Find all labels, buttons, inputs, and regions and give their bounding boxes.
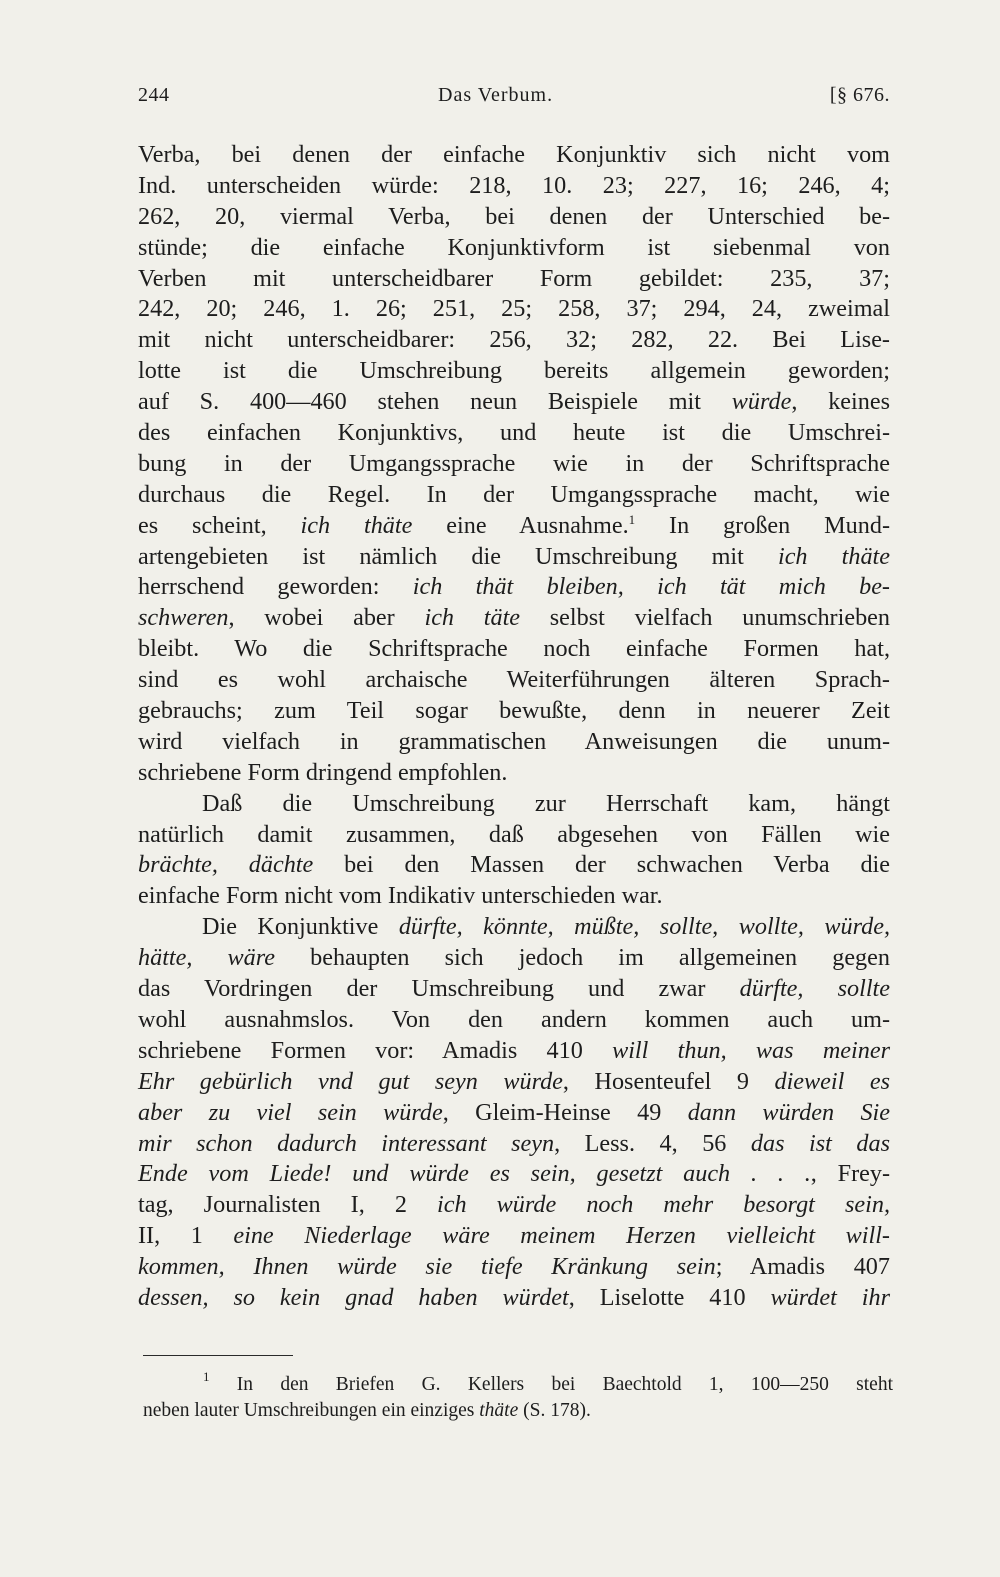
text-run: Daß die Umschreibung zur Herrschaft kam, hängt — [202, 789, 890, 817]
page-number: 244 — [138, 84, 170, 106]
text-run: herrschend geworden: — [138, 573, 413, 601]
text-run: schriebene Form dringend empfohlen. — [138, 758, 508, 786]
text-run: , Less. 4, 56 — [554, 1129, 751, 1157]
text-run: In großen Mund- — [635, 511, 890, 539]
text-run: einfache Form nicht vom Indikativ unterschieden war. — [138, 882, 663, 910]
text-run: wohl ausnahmslos. Von den andern kommen auch um- — [138, 1005, 890, 1033]
italic-text: dessen, so kein gnad haben würdet — [138, 1283, 569, 1311]
text-line — [138, 542, 890, 573]
italic-text: ich thäte — [777, 542, 890, 570]
main-text — [138, 140, 890, 1314]
text-run: In den Briefen G. Kellers bei Baechtold 1, 100—250 steht — [209, 1374, 893, 1395]
text-run: Die Konjunktive — [202, 913, 399, 941]
text-run: sind es wohl archaische Weiterführungen älteren Sprach- — [138, 666, 890, 694]
text-line — [138, 202, 890, 233]
text-line — [138, 912, 890, 943]
text-line — [138, 511, 890, 542]
text-run: das Vordringen der Umschreibung und zwar — [138, 975, 740, 1003]
text-run: , keines — [791, 388, 890, 416]
text-run: des einfachen Konjunktivs, und heute ist die Umschrei- — [138, 419, 890, 447]
text-run: durchaus die Regel. In der Umgangssprache macht, wie — [138, 480, 890, 508]
text-line — [138, 1098, 890, 1129]
italic-text: ich thät bleiben, ich tät mich be- — [412, 573, 890, 601]
italic-text: aber zu viel sein würde — [138, 1098, 443, 1126]
text-line — [138, 758, 890, 789]
text-run: natürlich damit zusammen, daß abgesehen von Fällen wie — [138, 820, 890, 848]
text-line — [138, 727, 890, 758]
italic-text: will thun, was meiner — [612, 1036, 890, 1064]
footnote — [143, 1369, 893, 1424]
text-run: Verba, bei denen der einfache Konjunktiv sich nicht vom — [138, 141, 890, 168]
section-reference: [§ 676. — [829, 84, 890, 106]
italic-text: Ende vom Liede! und würde es sein, gesetzt auch . . . — [138, 1160, 811, 1188]
text-line — [138, 171, 890, 202]
italic-text: ich würde noch mehr besorgt sein, — [437, 1191, 890, 1219]
italic-text: dürfte, könnte, müßte, sollte, wollte, würde, — [398, 913, 890, 941]
text-line — [138, 294, 890, 325]
text-run: behaupten sich jedoch im allgemeinen gegen — [275, 944, 890, 972]
footnote-divider — [143, 1355, 293, 1356]
text-line — [138, 820, 890, 851]
italic-text: dieweil es — [774, 1067, 890, 1095]
text-run: Verben mit unterscheidbarer Form gebildet: 235, 37; — [138, 264, 890, 292]
text-run: , wobei aber — [228, 604, 425, 632]
text-line — [138, 850, 890, 881]
italic-text: ich thäte — [300, 511, 413, 539]
text-run: bei den Massen der schwachen Verba die — [313, 851, 891, 879]
italic-text: mir schon dadurch interessant seyn — [138, 1129, 555, 1157]
text-line — [138, 881, 890, 912]
italic-text: kommen, Ihnen würde sie tiefe Kränkung sein — [138, 1253, 716, 1281]
text-line — [143, 1369, 893, 1398]
text-line — [138, 233, 890, 264]
text-run: eine Ausnahme. — [412, 511, 629, 539]
italic-text: dann würden Sie — [687, 1098, 891, 1126]
italic-text: ich täte — [424, 604, 521, 632]
text-run: bung in der Umgangssprache wie in der Schriftsprache — [138, 449, 890, 477]
italic-text: schweren — [138, 604, 229, 632]
text-line — [138, 943, 890, 974]
text-line — [138, 356, 890, 387]
text-run: Ind. unterscheiden würde: 218, 10. 23; 227, 16; 246, 4; — [138, 171, 890, 199]
text-line — [138, 264, 890, 295]
text-line — [138, 634, 890, 665]
text-run: II, 1 — [138, 1222, 234, 1250]
italic-text: würdet ihr — [770, 1283, 890, 1311]
text-line — [138, 1129, 890, 1160]
text-line — [138, 449, 890, 480]
text-line — [138, 480, 890, 511]
text-run: lotte ist die Umschreibung bereits allgemein geworden; — [138, 357, 890, 385]
running-title: Das Verbum. — [438, 84, 554, 106]
text-run: artengebieten ist nämlich die Umschreibung mit — [138, 542, 778, 570]
text-line — [138, 1252, 890, 1283]
text-run: mit nicht unterscheidbarer: 256, 32; 282, 22. Bei Lise- — [138, 326, 890, 354]
text-run: gebrauchs; zum Teil sogar bewußte, denn in neuerer Zeit — [138, 697, 890, 725]
text-line — [138, 140, 890, 171]
text-line — [138, 1005, 890, 1036]
footnote-marker: 1 — [628, 511, 636, 527]
text-line — [138, 1190, 890, 1221]
italic-text: würde — [731, 388, 792, 416]
text-run: bleibt. Wo die Schriftsprache noch einfache Formen hat, — [138, 635, 890, 663]
text-line — [138, 418, 890, 449]
text-run: , Gleim-Heinse 49 — [442, 1098, 688, 1126]
text-run: selbst vielfach unumschrieben — [520, 604, 890, 632]
text-line — [138, 789, 890, 820]
text-run: (S. 178). — [518, 1400, 591, 1421]
text-line — [138, 603, 890, 634]
text-line — [138, 1221, 890, 1252]
text-run: tag, Journalisten I, 2 — [138, 1191, 438, 1219]
text-line — [138, 387, 890, 418]
text-run: 242, 20; 246, 1. 26; 251, 25; 258, 37; 294, 24, zweimal — [138, 295, 890, 323]
text-line — [138, 572, 890, 603]
italic-text: Ehr gebürlich vnd gut seyn würde — [138, 1067, 563, 1095]
text-run: stünde; die einfache Konjunktivform ist siebenmal von — [138, 233, 890, 261]
text-line — [138, 1036, 890, 1067]
italic-text: eine Niederlage wäre meinem Herzen vielleicht will- — [233, 1222, 890, 1250]
italic-text: das ist das — [750, 1129, 890, 1157]
text-run: , Hosenteufel 9 — [562, 1067, 775, 1095]
text-line — [138, 696, 890, 727]
text-line — [143, 1398, 893, 1424]
text-run: wird vielfach in grammatischen Anweisungen die unum- — [138, 727, 890, 755]
text-run: ; Amadis 407 — [715, 1253, 890, 1281]
text-line — [138, 1159, 890, 1190]
italic-text: brächte, dächte — [138, 851, 314, 879]
text-run: 262, 20, viermal Verba, bei denen der Unterschied be- — [138, 202, 890, 230]
text-run: es scheint, — [138, 511, 301, 539]
text-line — [138, 325, 890, 356]
running-head — [138, 84, 890, 110]
text-run: neben lauter Umschreibungen ein einziges — [143, 1400, 480, 1421]
text-run: auf S. 400—460 stehen neun Beispiele mit — [138, 388, 732, 416]
italic-text: dürfte, sollte — [739, 975, 890, 1003]
italic-text: thäte — [479, 1400, 519, 1421]
text-line — [138, 665, 890, 696]
text-line — [138, 1283, 890, 1314]
text-run: , Frey- — [810, 1160, 891, 1188]
text-run: , Liselotte 410 — [568, 1283, 771, 1311]
text-line — [138, 1067, 890, 1098]
footnote-marker: 1 — [203, 1369, 210, 1384]
italic-text: hätte, wäre — [138, 944, 275, 972]
text-run: schriebene Formen vor: Amadis 410 — [138, 1036, 613, 1064]
text-line — [138, 974, 890, 1005]
